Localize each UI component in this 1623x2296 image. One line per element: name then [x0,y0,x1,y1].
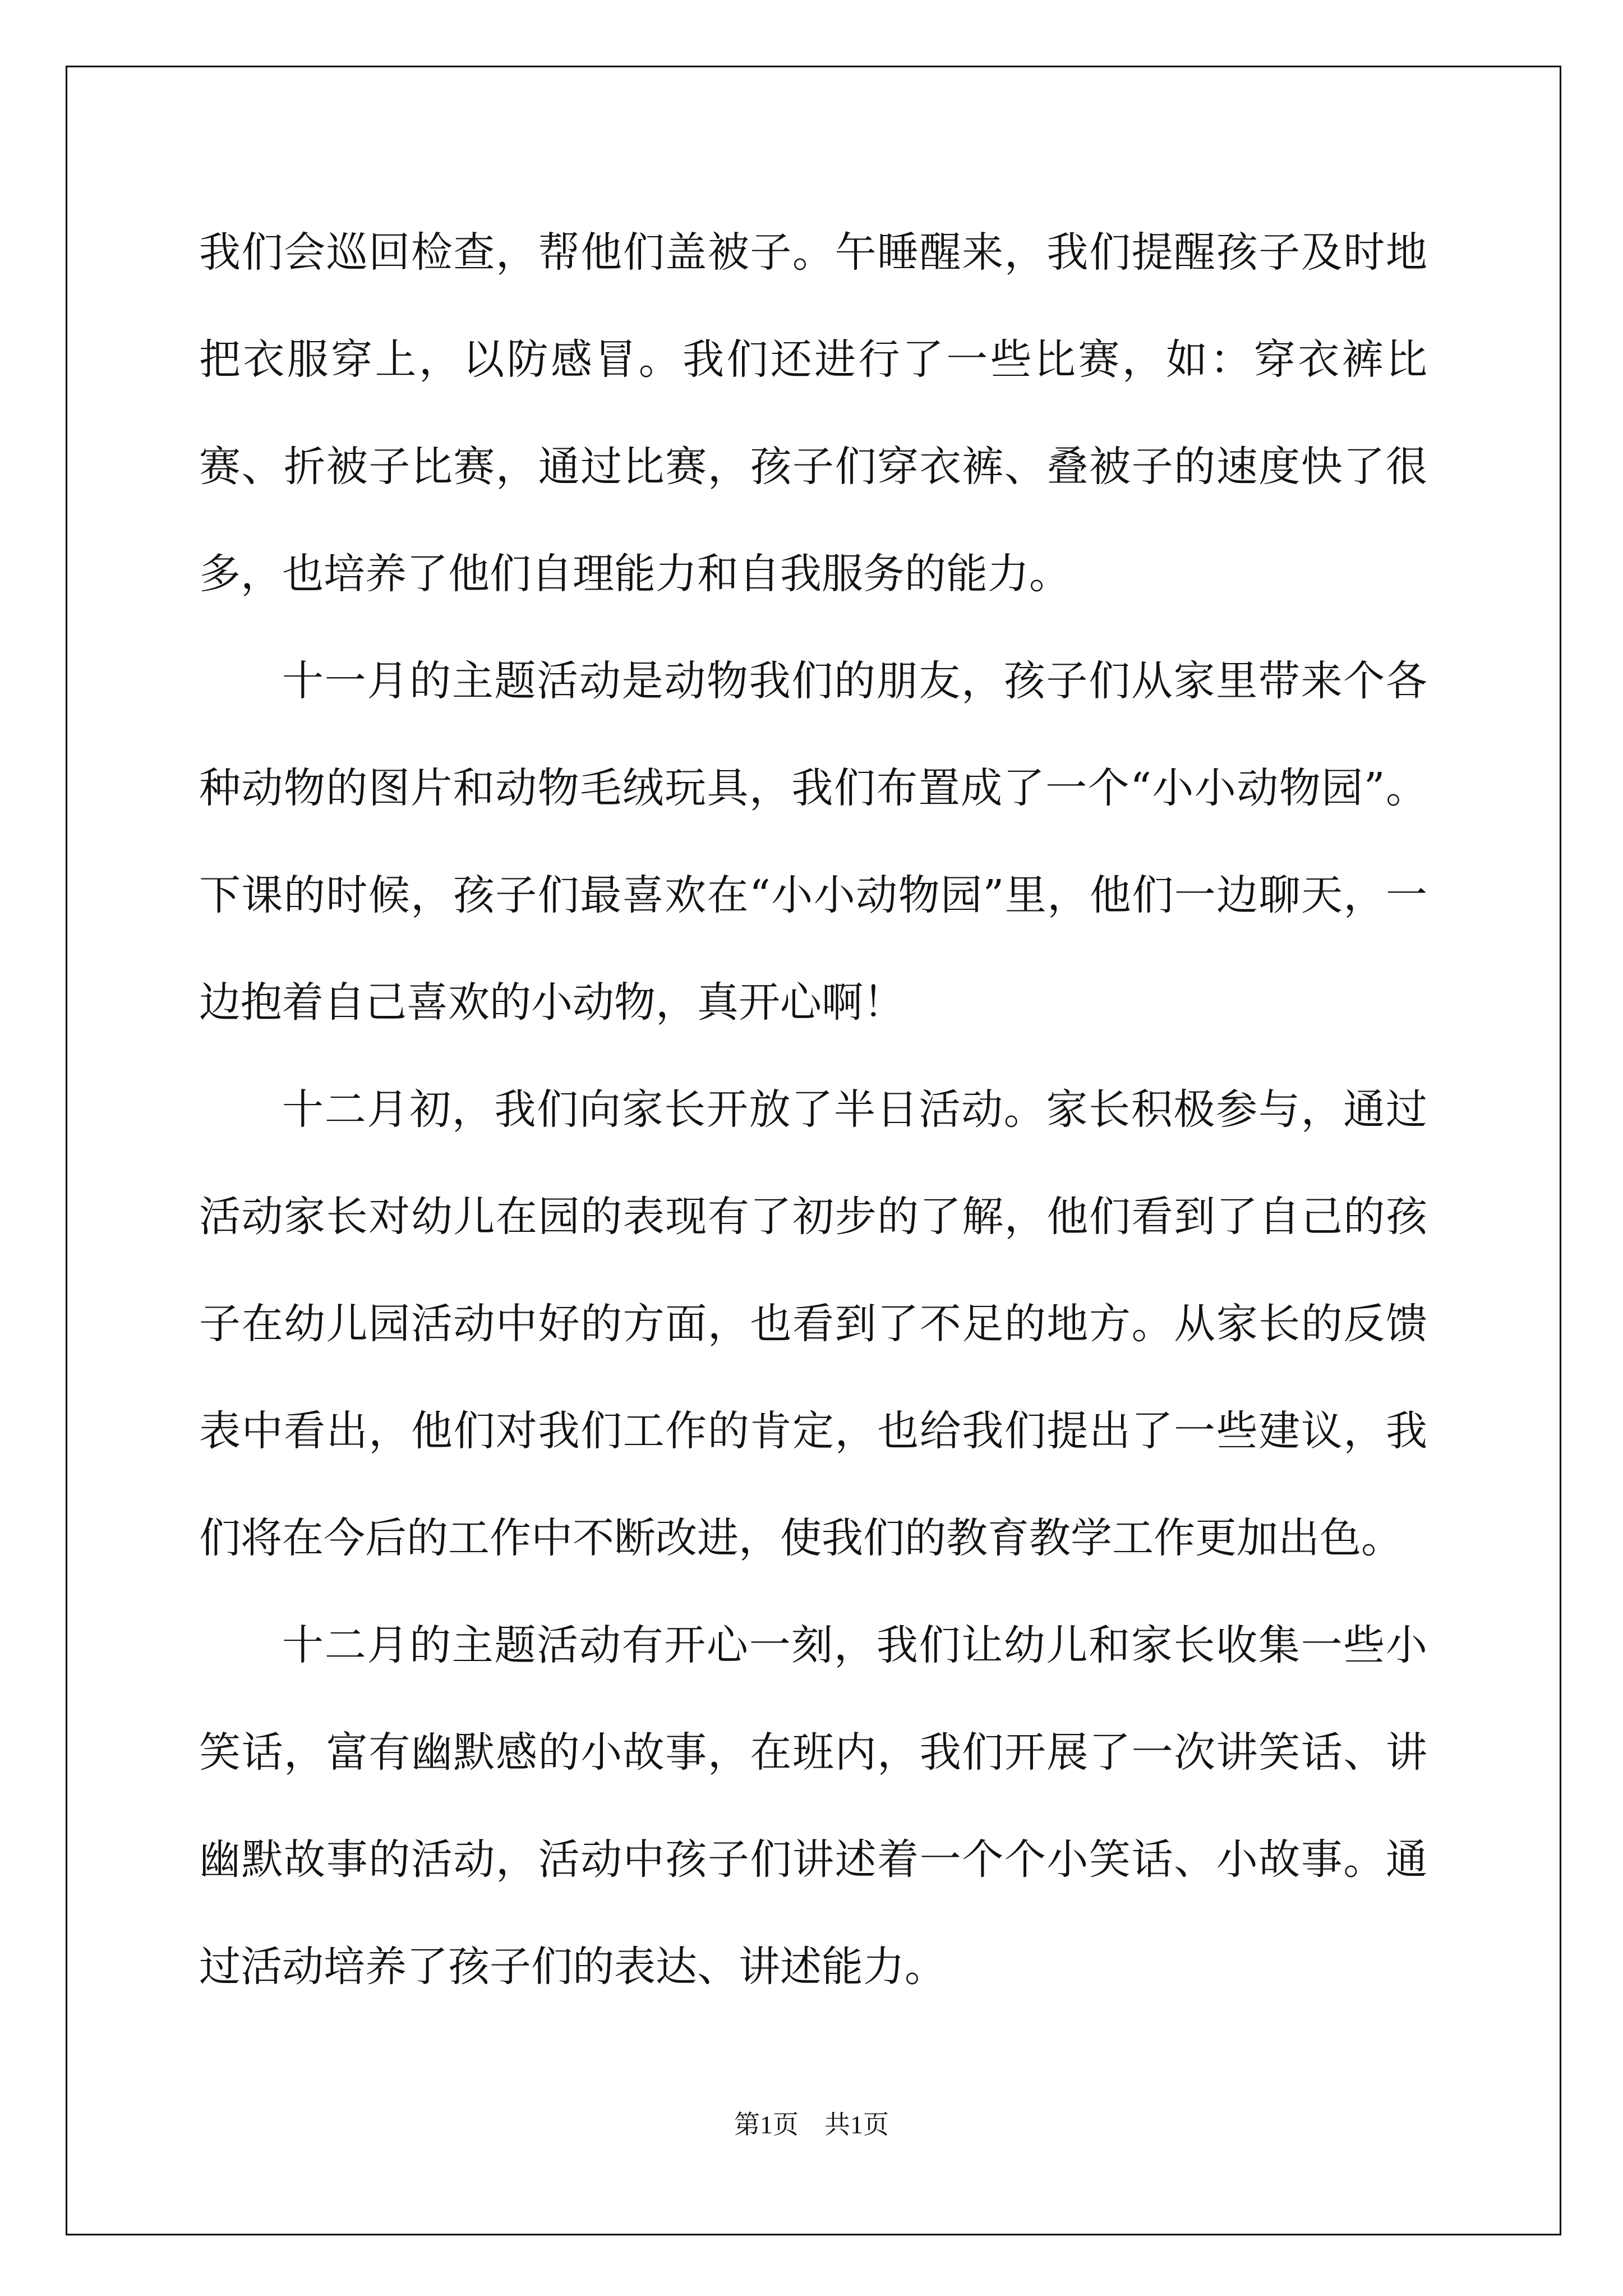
paragraph-3: 十二月初，我们向家长开放了半日活动。家长积极参与，通过活动家长对幼儿在园的表现有了初步的了解，他们看到了自己的孩子在幼儿园活动中好的方面，也看到了不足的地方。从家长的反馈表中看出，他们对我们工作的肯定，也给我们提出了一些建议，我们将在今后的工作中不断改进，使我们的教育教学工作更加出色。 [199,1085,1427,1562]
document-body [199,199,1427,2021]
paragraph-2: 十一月的主题活动是动物我们的朋友，孩子们从家里带来个各种动物的图片和动物毛绒玩具，我们布置成了一个“小小动物园”。下课的时候，孩子们最喜欢在“小小动物园”里，他们一边聊天，一边抱着自己喜欢的小动物，真开心啊！ [199,657,1427,1027]
paragraph-1: 我们会巡回检查，帮他们盖被子。午睡醒来，我们提醒孩子及时地把衣服穿上，以防感冒。我们还进行了一些比赛，如：穿衣裤比赛、折被子比赛，通过比赛，孩子们穿衣裤、叠被子的速度快了很多，也培养了他们自理能力和自我服务的能力。 [199,228,1427,598]
page-footer: 第1页 共1页 [734,2110,889,2139]
paragraph-4: 十二月的主题活动有开心一刻，我们让幼儿和家长收集一些小笑话，富有幽默感的小故事，在班内，我们开展了一次讲笑话、讲幽默故事的活动，活动中孩子们讲述着一个个小笑话、小故事。通过活动培养了孩子们的表达、讲述能力。 [199,1621,1427,1991]
